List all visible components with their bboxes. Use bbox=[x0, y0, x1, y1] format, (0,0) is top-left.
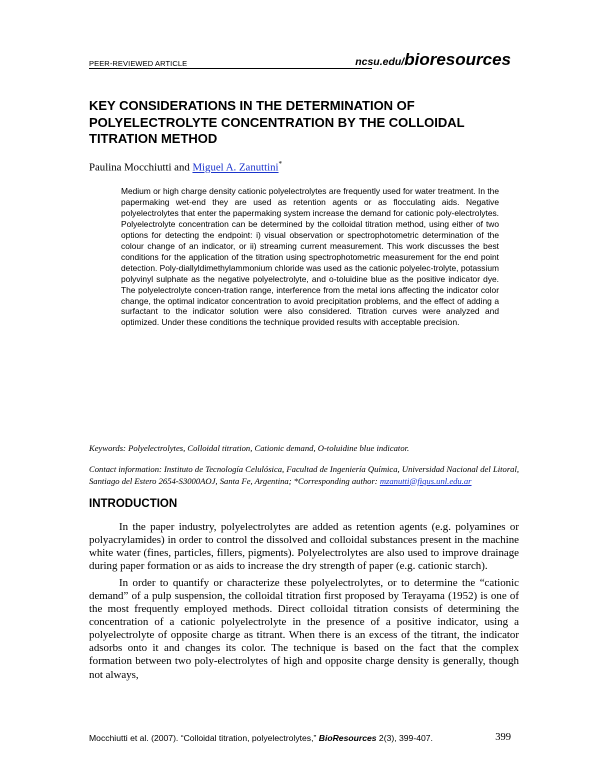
citation-end: 2(3), 399-407. bbox=[376, 733, 433, 743]
article-type-label: PEER-REVIEWED ARTICLE bbox=[89, 59, 188, 68]
site-prefix: ncsu.edu/ bbox=[355, 56, 405, 68]
article-title: KEY CONSIDERATIONS IN THE DETERMINATION OF POLYELECTROLYTE CONCENTRATION BY THE COLLOIDAL TITRATION METHOD bbox=[89, 98, 465, 146]
header-rule bbox=[89, 68, 372, 69]
section-heading-introduction: INTRODUCTION bbox=[89, 498, 178, 510]
email-link[interactable]: mzanutti@fiqus.unl.edu.ar bbox=[379, 475, 472, 486]
page-footer bbox=[89, 733, 511, 743]
contact-text: Contact information: Instituto de Tecnología Celulósica, Facultad de Ingeniería Química, Universidad Nacional del Litoral, Santiago del Estero 2654-S3000AOJ, Santa Fe, Argentina; *Corresponding author: bbox=[89, 464, 519, 486]
intro-paragraph: In order to quantify or characterize these polyelectrolytes, or to determine the “cationic demand” of a pulp suspension, the colloidal titration first proposed by Terayama (1952) is one of the most frequently employed methods. Direct colloidal titration consists of determining the concentration of a cationic polyelectrolyte in the presence of a positive indicator, using a polyelectrolyte of opposite charge as titrant. When there is an excess of the titrant, the indicator adsorbs onto it and changes its color. The technique is based on the fact that the complex formation between two poly-electrolytes of high and opposite charge density is generally, though not always, bbox=[89, 577, 519, 681]
author-line bbox=[89, 160, 282, 174]
keywords-line: Keywords: Polyelectrolytes, Colloidal titration, Cationic demand, O-toluidine blue indicator. bbox=[89, 443, 410, 453]
introduction-body bbox=[89, 521, 519, 686]
journal-name: BioResources bbox=[318, 733, 377, 743]
author-first: Paulina Mocchiutti and bbox=[89, 161, 193, 174]
site-name: bioresources bbox=[404, 50, 511, 69]
page-number: 399 bbox=[495, 732, 511, 743]
citation-start: Mocchiutti et al. (2007). “Colloidal titration, polyelectrolytes,” bbox=[89, 733, 319, 743]
corresponding-mark: * bbox=[278, 160, 283, 168]
journal-site-link[interactable] bbox=[355, 50, 511, 70]
intro-paragraph: In the paper industry, polyelectrolytes are added as retention agents (e.g. polyamines or polyacrylamides) in order to control the dissolved and colloidal substances present in the machine white water (fines, particles, fillers, pigments). Polyelectrolytes are also used to improve drainage during paper formation or as aids to increase the dry strength of paper (e.g. cationic starch). bbox=[89, 521, 519, 573]
abstract-text: Medium or high charge density cationic polyelectrolytes are frequently used for water treatment. In the papermaking wet-end they are used as retention agents or as flocculating aids. Negative polyelectrolytes that enter the papermaking system increase the demand for cationic poly-electrolytes. Polyelectrolyte concentration can be determined by the colloidal titration method, using either of two options for detecting the endpoint: i) visual observation or spectrophotometric determination of the colour change of an indicator, or ii) streaming current measurement. This work discusses the best conditions for the application of the titration using spectrophotometric measurement for the end point detection. Poly-diallyldimethylammonium chloride was used as the cationic polyelec-trolyte, potassium polyvinyl sulphate as the negative polyelectrolyte, and o-toluidine blue as the positive indicator dye. The polyelectrolyte concen-tration range, interference from the metal ions affecting the indicator color change, the optimal indicator concentration to avoid precipitation problems, and the effect of adding a surfactant to the indicator solution were also considered. Titration curves were analyzed and optimized. Under these conditions the technique provided results with acceptable precision. bbox=[121, 186, 499, 328]
author-link-zanuttini[interactable]: Miguel A. Zanuttini bbox=[192, 161, 279, 174]
contact-info bbox=[89, 464, 519, 487]
page-header bbox=[89, 50, 511, 72]
